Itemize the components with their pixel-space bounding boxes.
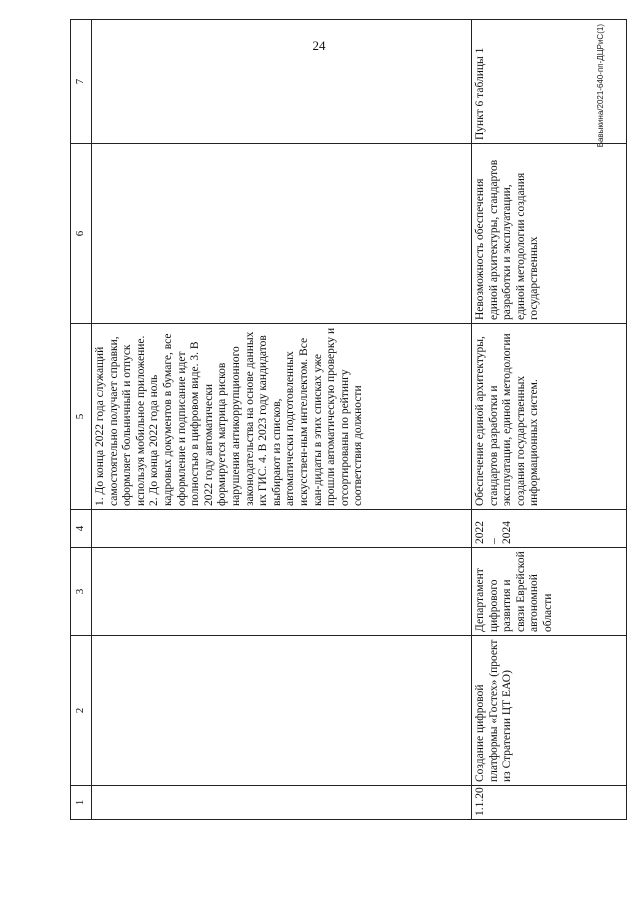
row2-result-cell: Обеспечение единой архитектуры, стандартов разработки и эксплуатации, единой методологии создания государственных информационных систем.	[472, 324, 627, 510]
rotated-table-page	[70, 20, 610, 820]
page-number: 24	[312, 38, 326, 53]
header-cell-7: 7	[71, 20, 92, 144]
row2-risk-cell: Невозможность обеспечения единой архитектуры, стандартов разработки и эксплуатации, единой методологии создания государственных	[472, 144, 627, 324]
table-row	[92, 20, 472, 820]
header-cell-1: 1	[71, 786, 92, 820]
row1-reference-cell	[92, 20, 472, 144]
row1-period-cell	[92, 510, 472, 548]
header-cell-2: 2	[71, 636, 92, 786]
header-row	[71, 20, 92, 820]
footer-code: Бавыкина/2021-640-пп-ДЦРиС(1)	[596, 24, 605, 148]
header-cell-6: 6	[71, 144, 92, 324]
row2-name-cell: Создание цифровой платформы «Гостех» (проект из Стратегии ЦТ ЕАО)	[472, 636, 627, 786]
row2-number-cell: 1.1.20	[472, 786, 627, 820]
row1-name-cell	[92, 636, 472, 786]
row1-number-cell	[92, 786, 472, 820]
header-cell-3: 3	[71, 548, 92, 636]
row1-risk-cell	[92, 144, 472, 324]
plan-table	[70, 19, 627, 820]
row1-responsible-cell	[92, 548, 472, 636]
row2-period-cell: 2022 – 2024	[472, 510, 627, 548]
header-cell-4: 4	[71, 510, 92, 548]
row2-reference-cell: Пункт 6 таблицы 1	[472, 20, 627, 144]
row1-result-cell: 1. До конца 2022 года служащий самостоятельно получает справки, оформляет больничный и отпуск используя мобильное приложение. 2. До конца 2022 года ноль кадровых документов в бумаге, все оформление и подписание идет полностью в цифровом виде. 3. В 2022 году автоматически формируется матрица рисков нарушения антикоррупционного законодательства на основе данных их ГИС. 4. В 2023 году кандидатов выбирают из списков, автоматически подготовленных искусствен-ным интеллектом. Все кан-дидаты в этих списках уже прошли автоматическую проверку и отсортированы по рейтингу соответствия должности	[92, 324, 472, 510]
row2-responsible-cell: Департамент цифрового развития и связи Еврейской автономной области	[472, 548, 627, 636]
header-cell-5: 5	[71, 324, 92, 510]
